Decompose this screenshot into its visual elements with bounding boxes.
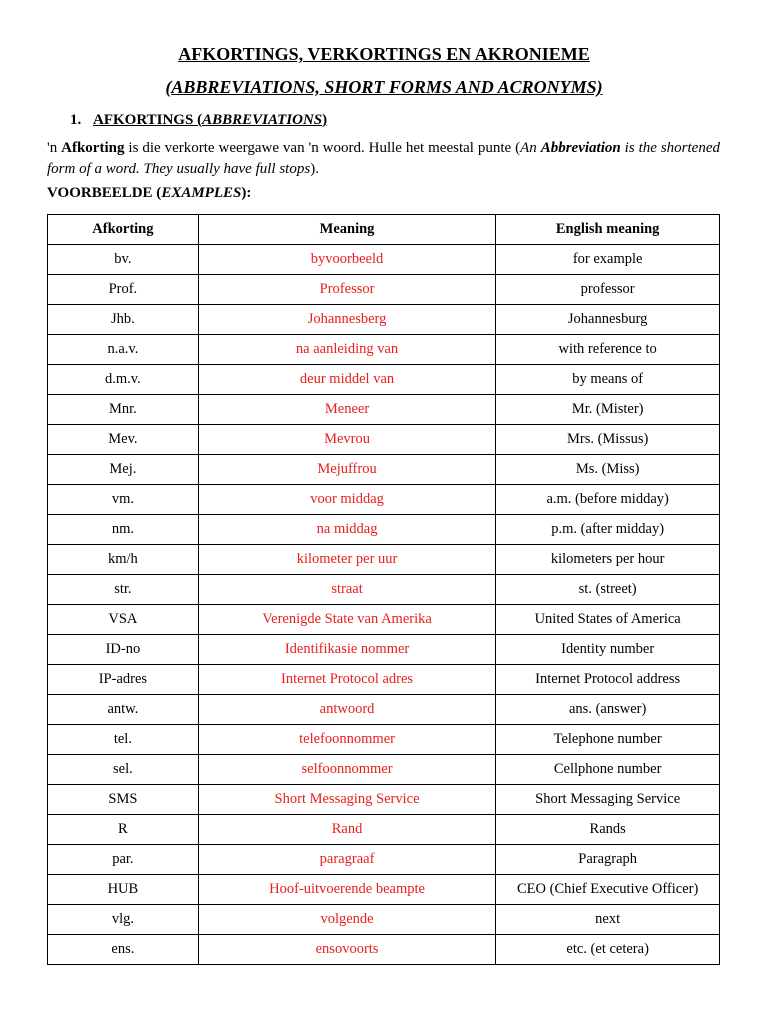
cell-english-meaning: Internet Protocol address	[496, 665, 720, 695]
cell-english-meaning: st. (street)	[496, 575, 720, 605]
cell-afkorting: HUB	[48, 875, 199, 905]
table-row	[48, 515, 720, 545]
cell-meaning: Hoof-uitvoerende beampte	[198, 875, 496, 905]
cell-afkorting: Jhb.	[48, 305, 199, 335]
table-row	[48, 725, 720, 755]
cell-meaning: byvoorbeeld	[198, 245, 496, 275]
table-row	[48, 785, 720, 815]
table-row	[48, 695, 720, 725]
cell-afkorting: ens.	[48, 935, 199, 965]
cell-english-meaning: with reference to	[496, 335, 720, 365]
table-body	[48, 245, 720, 965]
cell-meaning: Identifikasie nommer	[198, 635, 496, 665]
cell-meaning: ensovoorts	[198, 935, 496, 965]
cell-english-meaning: a.m. (before midday)	[496, 485, 720, 515]
cell-afkorting: tel.	[48, 725, 199, 755]
document-title: AFKORTINGS, VERKORTINGS EN AKRONIEME	[178, 44, 590, 64]
cell-english-meaning: Mrs. (Missus)	[496, 425, 720, 455]
table-row	[48, 245, 720, 275]
header-afkorting: Afkorting	[48, 215, 199, 245]
cell-meaning: Mevrou	[198, 425, 496, 455]
document-subtitle: (ABBREVIATIONS, SHORT FORMS AND ACRONYMS)	[165, 77, 603, 97]
cell-meaning: Mejuffrou	[198, 455, 496, 485]
cell-afkorting: nm.	[48, 515, 199, 545]
cell-afkorting: SMS	[48, 785, 199, 815]
table-row	[48, 485, 720, 515]
cell-meaning: paragraaf	[198, 845, 496, 875]
table-row	[48, 905, 720, 935]
table-row	[48, 305, 720, 335]
cell-english-meaning: Short Messaging Service	[496, 785, 720, 815]
cell-meaning: telefoonnommer	[198, 725, 496, 755]
table-row	[48, 875, 720, 905]
cell-afkorting: n.a.v.	[48, 335, 199, 365]
table-row	[48, 665, 720, 695]
cell-english-meaning: ans. (answer)	[496, 695, 720, 725]
cell-meaning: kilometer per uur	[198, 545, 496, 575]
cell-meaning: deur middel van	[198, 365, 496, 395]
header-meaning: Meaning	[198, 215, 496, 245]
cell-afkorting: Prof.	[48, 275, 199, 305]
header-english-meaning: English meaning	[496, 215, 720, 245]
cell-english-meaning: Johannesburg	[496, 305, 720, 335]
cell-english-meaning: Telephone number	[496, 725, 720, 755]
examples-heading: VOORBEELDE (EXAMPLES):	[47, 185, 252, 201]
cell-english-meaning: by means of	[496, 365, 720, 395]
table-row	[48, 605, 720, 635]
cell-afkorting: VSA	[48, 605, 199, 635]
cell-english-meaning: CEO (Chief Executive Officer)	[496, 875, 720, 905]
section-number: 1.	[70, 112, 82, 128]
cell-meaning: Meneer	[198, 395, 496, 425]
cell-meaning: selfoonnommer	[198, 755, 496, 785]
section-label: AFKORTINGS (ABBREVIATIONS)	[93, 112, 328, 128]
cell-english-meaning: Mr. (Mister)	[496, 395, 720, 425]
cell-afkorting: km/h	[48, 545, 199, 575]
cell-afkorting: antw.	[48, 695, 199, 725]
cell-afkorting: IP-adres	[48, 665, 199, 695]
cell-afkorting: par.	[48, 845, 199, 875]
cell-english-meaning: next	[496, 905, 720, 935]
abbreviations-table	[47, 214, 720, 965]
intro-paragraph: 'n Afkorting is die verkorte weergawe van 'n woord. Hulle het meestal punte (An Abbreviation is the shortened form of a word. They usually have full stops).	[47, 140, 720, 177]
cell-afkorting: ID-no	[48, 635, 199, 665]
cell-english-meaning: etc. (et cetera)	[496, 935, 720, 965]
cell-afkorting: Mnr.	[48, 395, 199, 425]
table-row	[48, 275, 720, 305]
cell-english-meaning: Identity number	[496, 635, 720, 665]
cell-meaning: voor middag	[198, 485, 496, 515]
cell-english-meaning: professor	[496, 275, 720, 305]
table-row	[48, 755, 720, 785]
table-row	[48, 455, 720, 485]
cell-meaning: Professor	[198, 275, 496, 305]
table-header-row	[48, 215, 720, 245]
table-row	[48, 545, 720, 575]
cell-afkorting: Mev.	[48, 425, 199, 455]
table-row	[48, 395, 720, 425]
cell-meaning: Rand	[198, 815, 496, 845]
cell-english-meaning: United States of America	[496, 605, 720, 635]
cell-afkorting: bv.	[48, 245, 199, 275]
table-row	[48, 335, 720, 365]
cell-meaning: Short Messaging Service	[198, 785, 496, 815]
cell-english-meaning: Paragraph	[496, 845, 720, 875]
table-row	[48, 365, 720, 395]
table-row	[48, 425, 720, 455]
cell-meaning: volgende	[198, 905, 496, 935]
table-row	[48, 815, 720, 845]
table-row	[48, 575, 720, 605]
cell-meaning: na aanleiding van	[198, 335, 496, 365]
cell-english-meaning: Cellphone number	[496, 755, 720, 785]
cell-afkorting: str.	[48, 575, 199, 605]
cell-afkorting: vlg.	[48, 905, 199, 935]
cell-english-meaning: Rands	[496, 815, 720, 845]
cell-english-meaning: for example	[496, 245, 720, 275]
cell-meaning: antwoord	[198, 695, 496, 725]
cell-meaning: Internet Protocol adres	[198, 665, 496, 695]
cell-afkorting: Mej.	[48, 455, 199, 485]
cell-meaning: Johannesberg	[198, 305, 496, 335]
cell-english-meaning: p.m. (after midday)	[496, 515, 720, 545]
cell-meaning: straat	[198, 575, 496, 605]
cell-meaning: Verenigde State van Amerika	[198, 605, 496, 635]
cell-afkorting: d.m.v.	[48, 365, 199, 395]
cell-meaning: na middag	[198, 515, 496, 545]
table-row	[48, 845, 720, 875]
cell-afkorting: R	[48, 815, 199, 845]
cell-english-meaning: Ms. (Miss)	[496, 455, 720, 485]
table-row	[48, 635, 720, 665]
cell-afkorting: vm.	[48, 485, 199, 515]
table-row	[48, 935, 720, 965]
cell-english-meaning: kilometers per hour	[496, 545, 720, 575]
cell-afkorting: sel.	[48, 755, 199, 785]
